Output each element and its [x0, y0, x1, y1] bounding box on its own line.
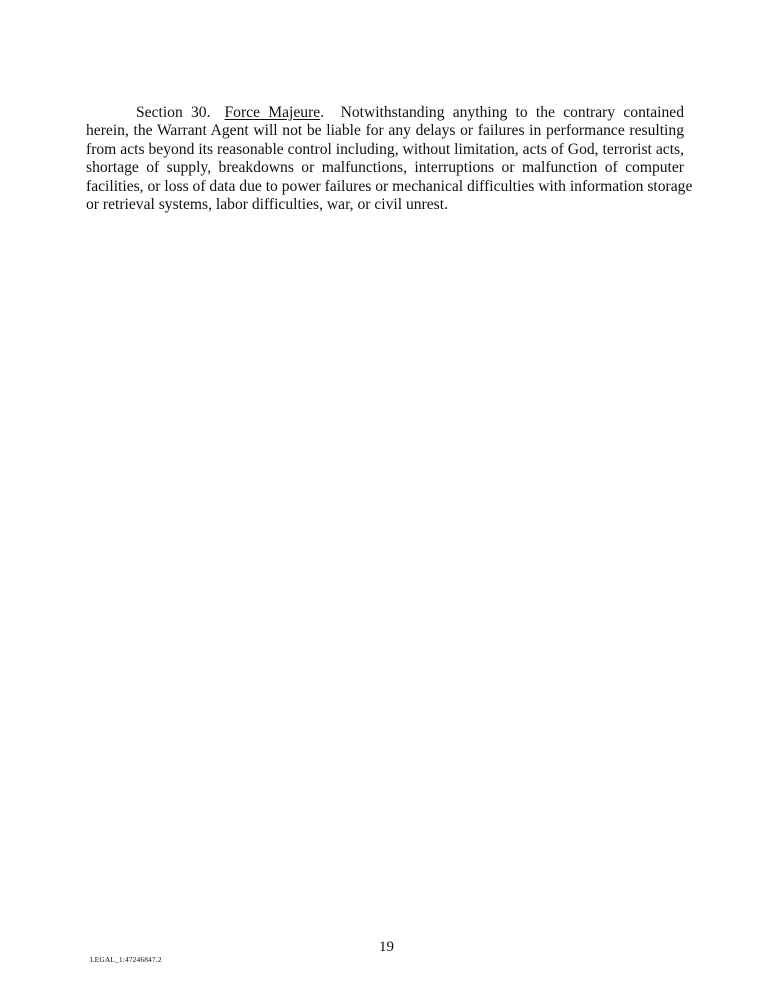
- section-30-paragraph: [86, 104, 693, 214]
- paragraph-line-3: from acts beyond its reasonable control including, without limitation, acts of God, terrorist acts,: [86, 140, 684, 158]
- paragraph-line-1: [86, 104, 684, 122]
- paragraph-line-2: herein, the Warrant Agent will not be liable for any delays or failures in performance resulting: [86, 122, 684, 140]
- paragraph-text-1: Notwithstanding anything to the contrary contained: [340, 104, 684, 121]
- paragraph-line-4: shortage of supply, breakdowns or malfunctions, interruptions or malfunction of computer: [86, 159, 684, 177]
- section-heading: Force Majeure: [224, 104, 321, 121]
- document-id: LEGAL_1:47246847.2: [90, 955, 162, 964]
- section-number: Section 30.: [136, 104, 211, 121]
- paragraph-line-6: or retrieval systems, labor difficulties, war, or civil unrest.: [86, 196, 448, 214]
- paragraph-line-5: facilities, or loss of data due to power failures or mechanical difficulties with information storage: [86, 177, 693, 195]
- section-heading-punct: .: [320, 104, 325, 121]
- page-number: 19: [379, 939, 394, 955]
